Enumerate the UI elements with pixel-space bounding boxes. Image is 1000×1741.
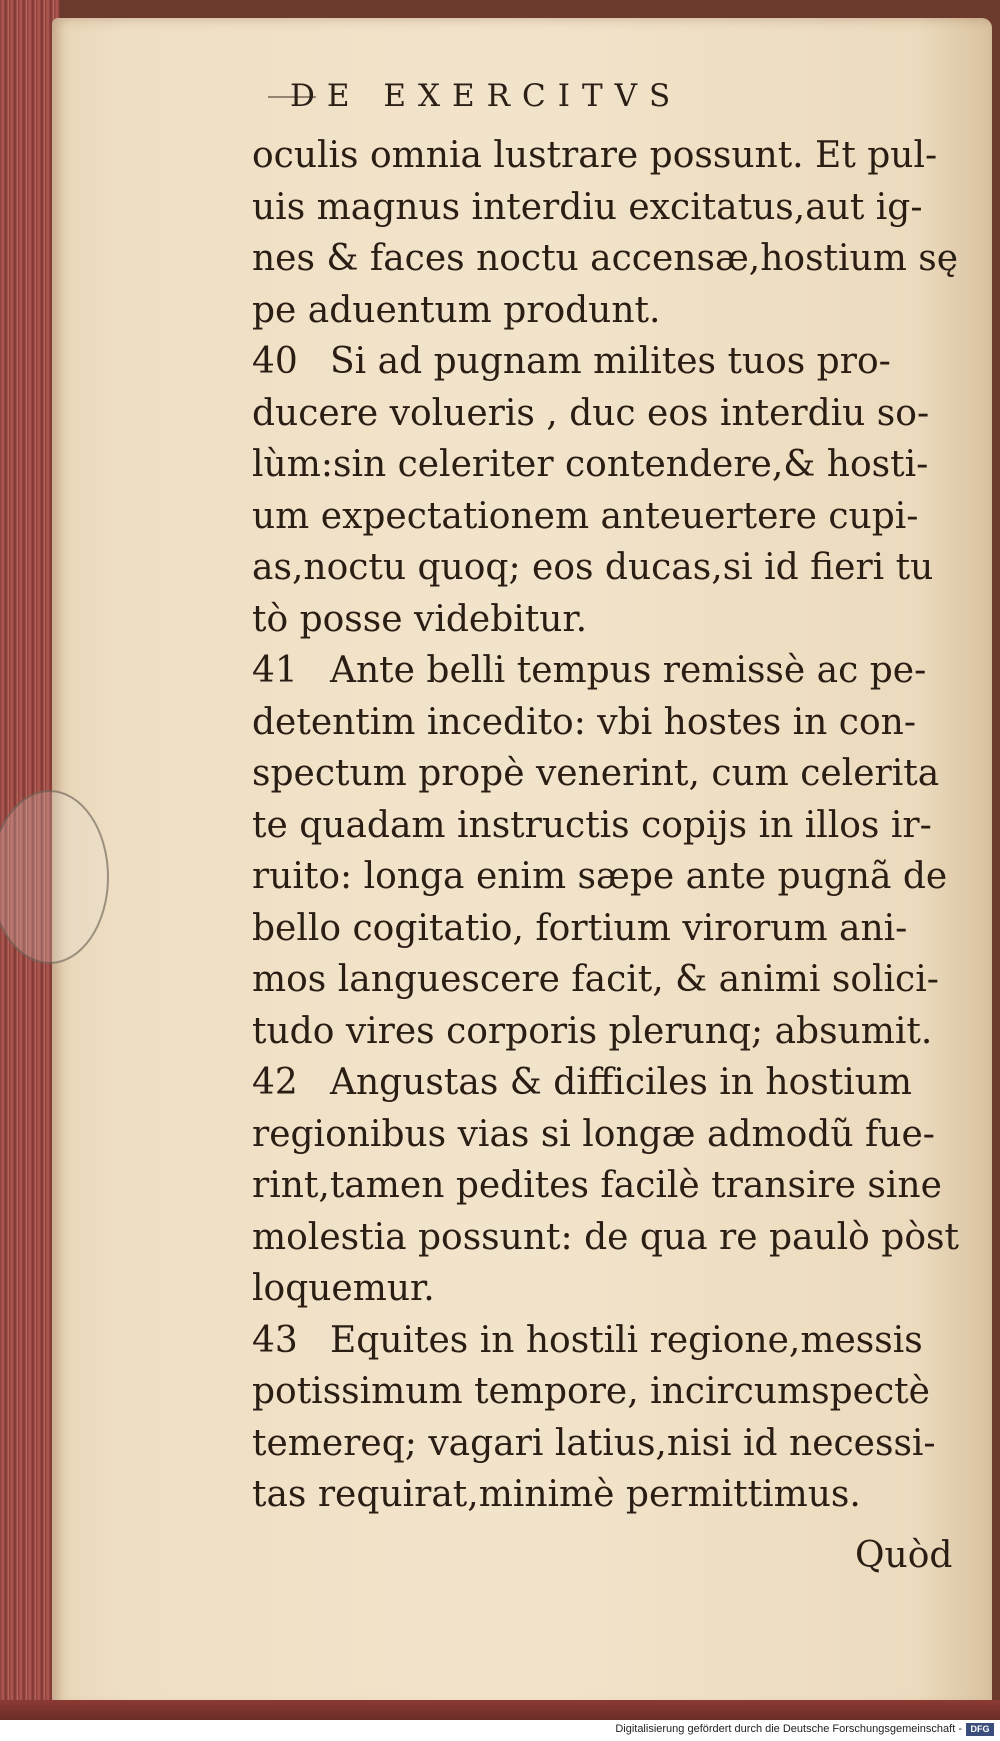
text-line: [252, 336, 972, 388]
line-text: Equites in hostili regione,messis: [330, 1319, 923, 1361]
line-text: detentim incedito: vbi hostes in con-: [252, 701, 916, 743]
line-text: oculis omnia lustrare possunt. Et pul-: [252, 135, 938, 176]
text-line: [252, 851, 972, 903]
line-text: um expectationem anteuertere cupi-: [252, 495, 919, 537]
text-line: [252, 182, 972, 234]
line-text: Ante belli tempus remissè ac pe-: [330, 650, 927, 691]
aphorism-number: 43: [252, 1319, 298, 1361]
footer-bar: [0, 1720, 1000, 1741]
text-line: [252, 1057, 972, 1109]
line-text: spectum propè venerint, cum celerita: [252, 753, 940, 794]
text-line: [252, 800, 972, 852]
line-text: regionibus vias si longæ admodũ fue-: [252, 1113, 935, 1155]
line-text: loquemur.: [252, 1268, 435, 1309]
body-text: [252, 130, 972, 1521]
line-text: molestia possunt: de qua re paulò pòst: [252, 1216, 959, 1258]
text-line: [252, 1006, 972, 1058]
text-line: [252, 1160, 972, 1212]
dfg-logo-icon: DFG: [966, 1723, 994, 1736]
text-line: [252, 542, 972, 594]
line-text: pe aduentum produnt.: [252, 289, 661, 331]
text-line: [252, 491, 972, 543]
line-text: potissimum tempore, incircumspectè: [252, 1371, 930, 1412]
line-text: uis magnus interdiu excitatus,aut ig-: [252, 186, 923, 228]
text-line: [252, 1418, 972, 1470]
line-text: rint,tamen pedites facilè transire sine: [252, 1165, 942, 1206]
text-line: [252, 748, 972, 800]
line-text: as,noctu quoq; eos ducas,si id fieri tu: [252, 547, 934, 588]
line-text: tò posse videbitur.: [252, 598, 588, 640]
text-line: [252, 697, 972, 749]
line-text: bello cogitatio, fortium virorum ani-: [252, 907, 908, 949]
line-text: lùm:sin celeriter contendere,& hosti-: [252, 444, 929, 485]
aphorism-number: 42: [252, 1062, 298, 1103]
text-line: [252, 130, 972, 182]
text-line: [252, 233, 972, 285]
line-text: temereq; vagari latius,nisi id necessi-: [252, 1422, 936, 1464]
text-line: [252, 439, 972, 491]
aphorism-number: 40: [252, 341, 298, 382]
text-line: [252, 1315, 972, 1367]
line-text: tudo vires corporis plerunq; absumit.: [252, 1010, 933, 1052]
text-line: [252, 903, 972, 955]
text-line: [252, 388, 972, 440]
line-text: mos languescere facit, & animi solici-: [252, 959, 939, 1000]
catchword: Quòd: [855, 1535, 953, 1576]
text-line: [252, 1469, 972, 1521]
text-line: [252, 285, 972, 337]
text-line: [252, 1263, 972, 1315]
text-line: [252, 1212, 972, 1264]
line-text: Si ad pugnam milites tuos pro-: [330, 341, 891, 382]
book-bottom-edge: [0, 1700, 1000, 1720]
digitization-credit: Digitalisierung gefördert durch die Deutsche Forschungsgemeinschaft -: [615, 1723, 962, 1735]
aphorism-number: 41: [252, 650, 298, 691]
line-text: ruito: longa enim sæpe ante pugnã de: [252, 856, 948, 897]
text-line: [252, 594, 972, 646]
text-line: [252, 954, 972, 1006]
line-text: nes & faces noctu accensæ,hostium sę: [252, 238, 959, 279]
text-line: [252, 645, 972, 697]
line-text: te quadam instructis copijs in illos ir-: [252, 804, 932, 846]
line-text: ducere volueris , duc eos interdiu so-: [252, 392, 930, 434]
text-line: [252, 1366, 972, 1418]
line-text: tas requirat,minimè permittimus.: [252, 1474, 861, 1515]
text-line: [252, 1109, 972, 1161]
running-head: DE EXERCITVS: [290, 78, 683, 114]
line-text: Angustas & difficiles in hostium: [330, 1062, 913, 1103]
